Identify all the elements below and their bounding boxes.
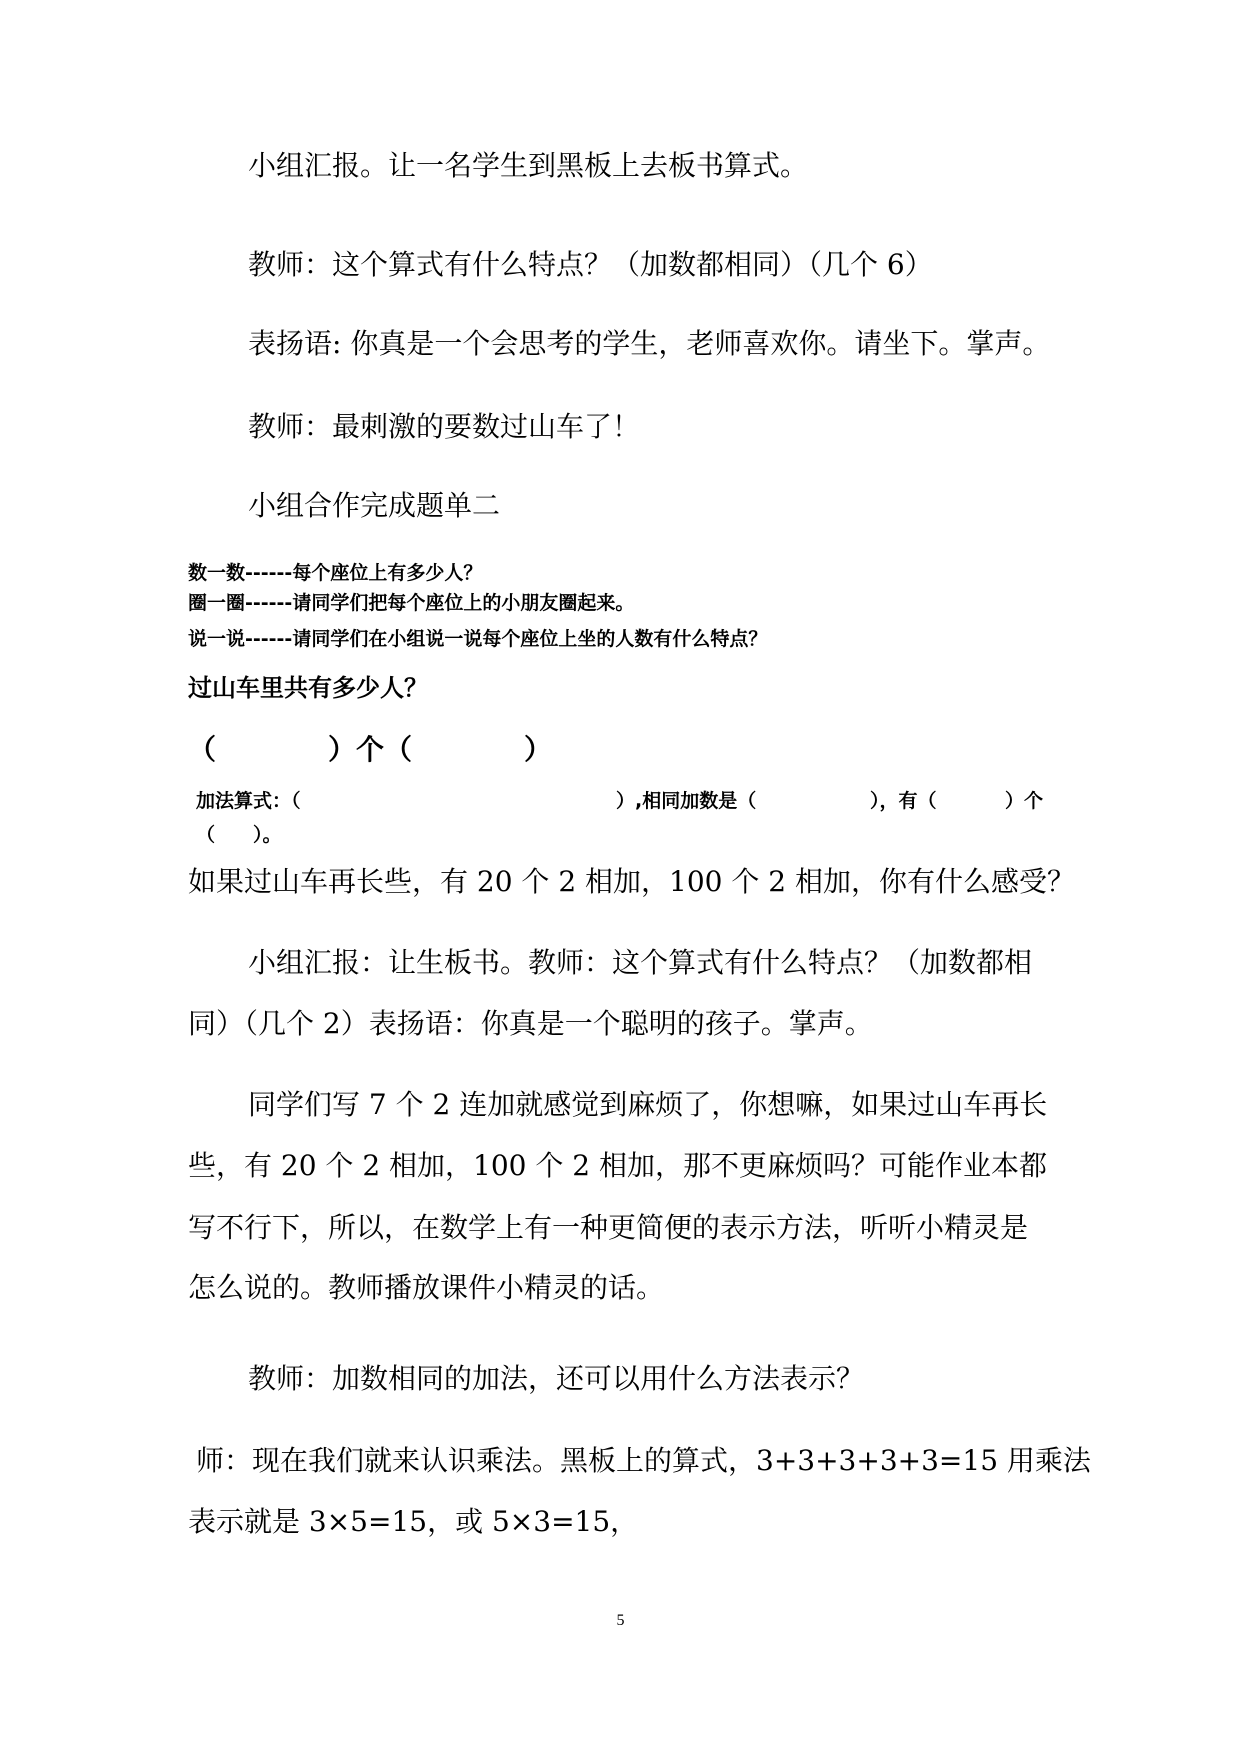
worksheet-item: 说一说------请同学们在小组说一说每个座位上坐的人数有什么特点？ [188, 628, 768, 650]
page-number: 5 [616, 1612, 625, 1629]
addition-formula-label: 加法算式：（ [196, 790, 301, 812]
paragraph: 教师：这个算式有什么特点？（加数都相同）（几个 6） [248, 248, 933, 281]
paragraph: 表扬语: 你真是一个会思考的学生，老师喜欢你。请坐下。掌声。 [248, 327, 1051, 360]
worksheet-question: 过山车里共有多少人？ [188, 674, 428, 702]
paragraph: 些，有 20 个 2 相加，100 个 2 相加，那不更麻烦吗？可能作业本都 [188, 1149, 1048, 1182]
count-suffix: ）个 [1005, 790, 1044, 812]
worksheet-item: 圈一圈------请同学们把每个座位上的小朋友圈起来。 [188, 592, 635, 614]
paragraph: 如果过山车再长些，有 20 个 2 相加，100 个 2 相加，你有什么感受？ [188, 865, 1076, 898]
paragraph: 同学们写 7 个 2 连加就感觉到麻烦了，你想嘛，如果过山车再长 [248, 1088, 1048, 1121]
paragraph: 教师：加数相同的加法，还可以用什么方法表示？ [248, 1362, 865, 1395]
paragraph: 师：现在我们就来认识乘法。黑板上的算式，3+3+3+3+3=15 用乘法 [196, 1444, 1091, 1477]
fill-in-blank: （ ）。 [196, 824, 282, 846]
paragraph: 怎么说的。教师播放课件小精灵的话。 [188, 1271, 665, 1304]
paragraph: 同）（几个 2）表扬语：你真是一个聪明的孩子。掌声。 [188, 1007, 873, 1040]
paragraph: 小组汇报：让生板书。教师：这个算式有什么特点？（加数都相 [248, 946, 1033, 979]
paragraph: 写不行下，所以，在数学上有一种更简便的表示方法，听听小精灵是 [188, 1211, 1029, 1244]
same-addend-label: ）,相同加数是（ [616, 790, 757, 812]
count-label: ），有（ [870, 790, 937, 812]
paragraph: 小组合作完成题单二 [248, 489, 501, 522]
paragraph: 教师：最刺激的要数过山车了！ [248, 410, 641, 443]
paragraph: 表示就是 3×5=15，或 5×3=15， [188, 1505, 639, 1538]
fill-in-blank: （ ）个（ ） [188, 733, 553, 766]
paragraph: 小组汇报。让一名学生到黑板上去板书算式。 [248, 149, 809, 182]
worksheet-item: 数一数------每个座位上有多少人？ [188, 562, 483, 584]
